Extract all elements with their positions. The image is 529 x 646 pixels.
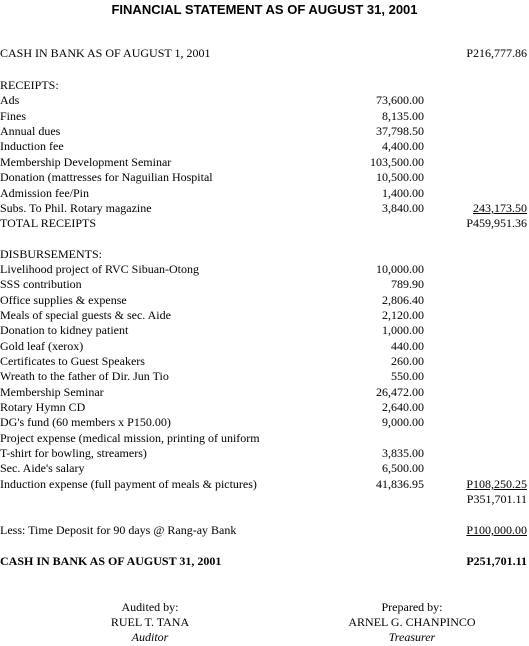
disbursements-subtotal: P108,250.25 — [466, 477, 527, 491]
disbursement-label: Wreath to the father of Dir. Jun Tio — [0, 369, 169, 383]
disbursement-label: Livelihood project of RVC Sibuan-Otong — [0, 262, 200, 276]
opening-balance-row — [0, 45, 529, 61]
total-receipts-row — [0, 215, 529, 231]
receipt-amount: 4,400.00 — [382, 139, 424, 153]
closing-balance-total: P251,701.11 — [466, 554, 527, 568]
treasurer-name: ARNEL G. CHANPINCO — [348, 615, 476, 629]
receipt-amount: 1,400.00 — [382, 186, 424, 200]
auditor-name: RUEL T. TANA — [110, 615, 190, 629]
disbursement-label: Sec. Aide's salary — [0, 461, 85, 475]
disbursement-amount: 9,000.00 — [382, 415, 424, 429]
disbursement-row — [0, 338, 529, 354]
disbursement-label: DG's fund (60 members x P150.00) — [0, 415, 171, 429]
page-title: FINANCIAL STATEMENT AS OF AUGUST 31, 2001 — [111, 2, 418, 17]
disbursements-heading-row — [0, 246, 529, 262]
receipt-label: Fines — [0, 109, 27, 123]
receipt-row — [0, 92, 529, 108]
receipt-row — [0, 138, 529, 154]
auditor-role: Auditor — [131, 630, 169, 644]
disbursement-amount: 789.90 — [391, 277, 424, 291]
disbursement-label: Certificates to Guest Speakers — [0, 354, 145, 368]
time-deposit-label: Less: Time Deposit for 90 days @ Rang-ay Bank — [0, 523, 237, 537]
disbursement-amount: 1,000.00 — [382, 323, 424, 337]
disbursement-row — [0, 384, 529, 400]
opening-balance-total: P216,777.86 — [466, 46, 527, 60]
disbursements-heading: DISBURSEMENTS: — [0, 247, 103, 261]
disbursement-label: Donation to kidney patient — [0, 323, 129, 337]
balance-value: P351,701.11 — [466, 492, 527, 506]
time-deposit-value: P100,000.00 — [466, 523, 527, 537]
opening-balance-label: CASH IN BANK AS OF AUGUST 1, 2001 — [0, 46, 211, 60]
disbursement-label: T-shirt for bowling, streamers) — [0, 446, 147, 460]
receipt-amount: 3,840.00 — [382, 201, 424, 215]
time-deposit-row — [0, 522, 529, 538]
receipt-amount: 10,500.00 — [376, 170, 424, 184]
disbursement-amount: 26,472.00 — [376, 385, 424, 399]
disbursement-row — [0, 261, 529, 277]
receipts-subtotal: 243,173.50 — [473, 201, 527, 215]
closing-balance-label: CASH IN BANK AS OF AUGUST 31, 2001 — [0, 554, 222, 568]
prepared-by-caption: Prepared by: — [381, 600, 443, 614]
receipt-label: Donation (mattresses for Naguilian Hospital — [0, 170, 213, 184]
receipts-heading-row — [0, 77, 529, 93]
receipt-amount: 73,600.00 — [376, 93, 424, 107]
disbursement-row — [0, 399, 529, 415]
receipt-label: Ads — [0, 93, 20, 107]
disbursement-label: Meals of special guests & sec. Aide — [0, 308, 171, 322]
disbursement-amount: 550.00 — [391, 369, 424, 383]
receipt-label: Subs. To Phil. Rotary magazine — [0, 201, 152, 215]
disbursement-amount: 2,640.00 — [382, 400, 424, 414]
disbursement-row — [0, 292, 529, 308]
disbursement-amount: 3,835.00 — [382, 446, 424, 460]
balance-row — [0, 491, 529, 507]
receipt-row — [0, 108, 529, 124]
disbursement-amount: 260.00 — [391, 354, 424, 368]
receipt-amount: 8,135.00 — [382, 109, 424, 123]
treasurer-role: Treasurer — [388, 630, 436, 644]
total-receipts-label: TOTAL RECEIPTS — [0, 216, 97, 230]
receipt-label: Admission fee/Pin — [0, 186, 89, 200]
disbursement-row — [0, 368, 529, 384]
disbursement-row — [0, 460, 529, 476]
audited-by-block — [50, 600, 250, 645]
disbursement-label: Membership Seminar — [0, 385, 104, 399]
disbursement-row — [0, 322, 529, 338]
receipt-row — [0, 200, 529, 216]
disbursement-amount: 2,120.00 — [382, 308, 424, 322]
disbursement-label: Rotary Hymn CD — [0, 400, 86, 414]
audited-by-caption: Audited by: — [121, 600, 179, 614]
receipt-row — [0, 185, 529, 201]
receipt-label: Induction fee — [0, 139, 64, 153]
disbursement-label: Gold leaf (xerox) — [0, 339, 84, 353]
disbursement-row — [0, 353, 529, 369]
disbursement-amount: 2,806.40 — [382, 293, 424, 307]
receipts-heading: RECEIPTS: — [0, 78, 59, 92]
receipt-amount: 103,500.00 — [370, 155, 424, 169]
disbursement-label: SSS contribution — [0, 277, 82, 291]
closing-balance-row — [0, 553, 529, 569]
disbursement-label: Project expense (medical mission, printing of uniform — [0, 431, 260, 445]
disbursement-row — [0, 307, 529, 323]
receipt-row — [0, 123, 529, 139]
prepared-by-block — [312, 600, 512, 645]
disbursement-label: Office supplies & expense — [0, 293, 127, 307]
disbursement-amount: 440.00 — [391, 339, 424, 353]
disbursement-amount: 10,000.00 — [376, 262, 424, 276]
disbursement-amount: 41,836.95 — [376, 477, 424, 491]
receipt-row — [0, 169, 529, 185]
disbursement-amount: 6,500.00 — [382, 461, 424, 475]
disbursement-row — [0, 276, 529, 292]
receipt-label: Membership Development Seminar — [0, 155, 172, 169]
disbursement-label: Induction expense (full payment of meals & pictures) — [0, 477, 257, 491]
receipt-label: Annual dues — [0, 124, 61, 138]
receipt-amount: 37,798.50 — [376, 124, 424, 138]
total-receipts-value: P459,951.36 — [466, 216, 527, 230]
receipt-row — [0, 154, 529, 170]
disbursement-row — [0, 445, 529, 461]
disbursement-row — [0, 430, 529, 446]
disbursement-row — [0, 476, 529, 492]
disbursement-row — [0, 414, 529, 430]
